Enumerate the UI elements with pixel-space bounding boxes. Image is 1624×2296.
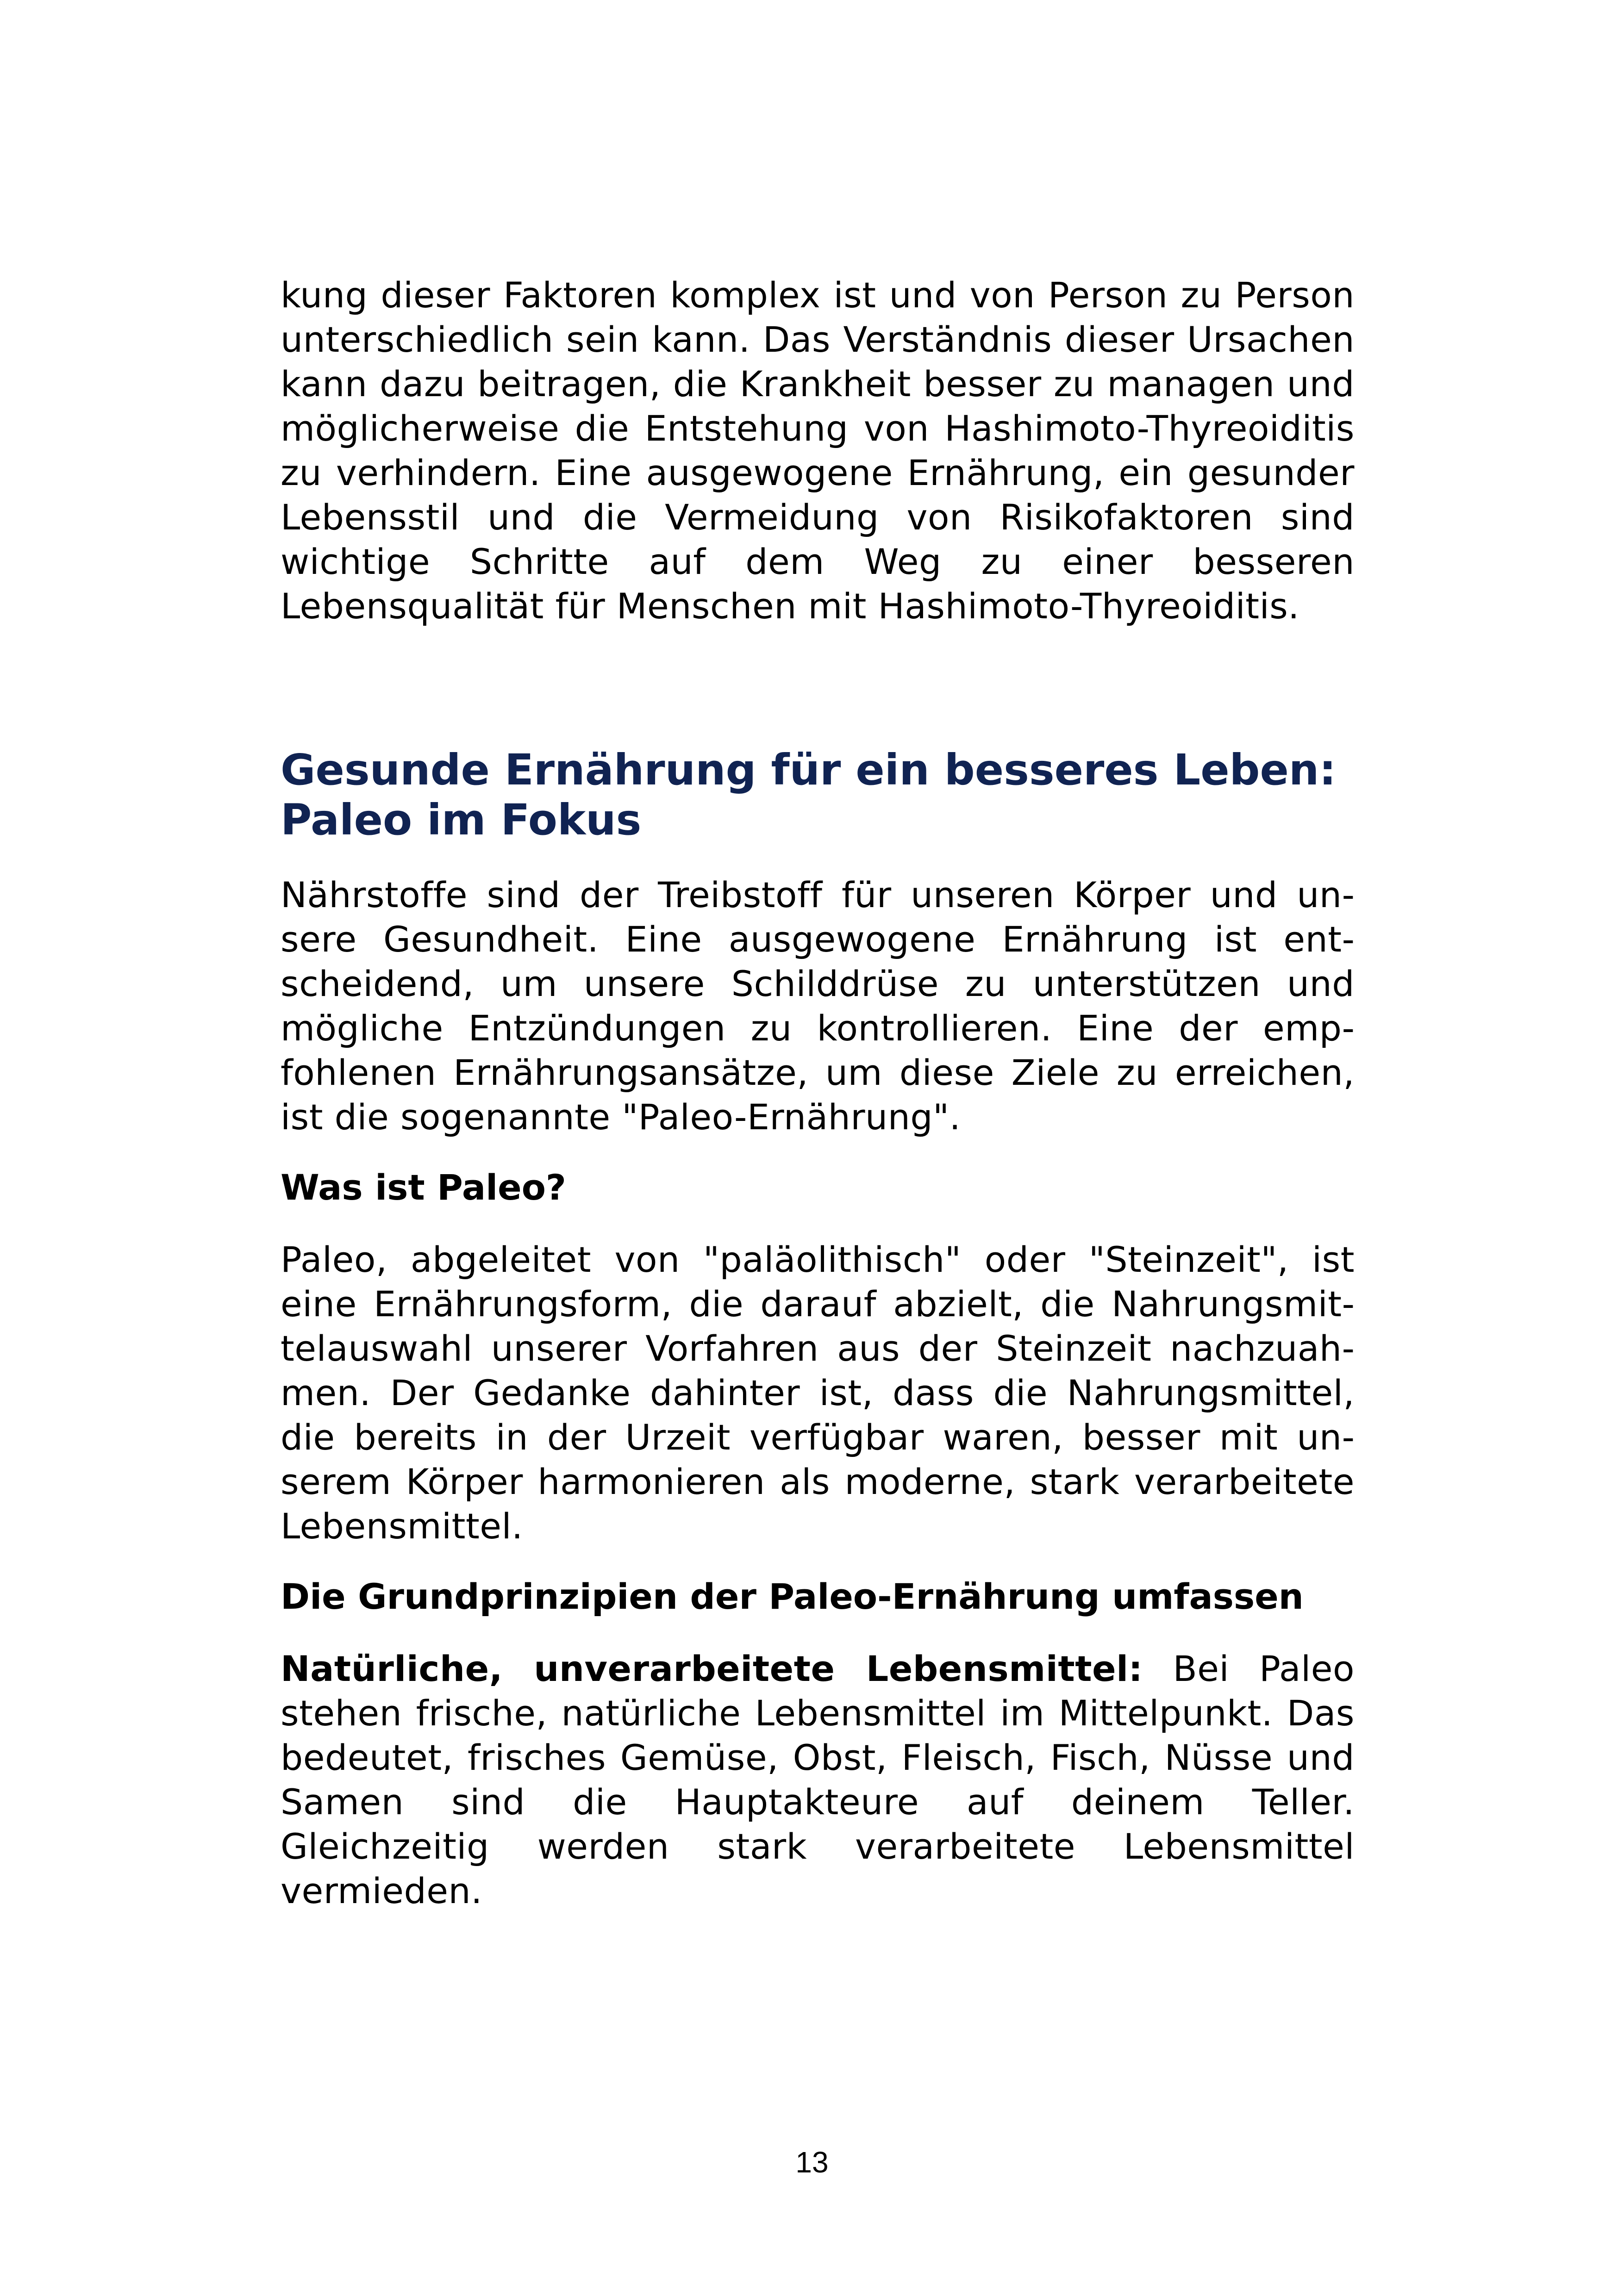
paragraph-continuation: kung dieser Faktoren komplex ist und von Person zu Person unterschiedlich sein kann. Das Verständnis dieser Ursachen kann dazu beitragen, die Krankheit besser zu managen und möglicherweise die Entstehung von Hashimoto-Thyreoiditis zu verhindern. Eine ausgewogene Ernährung, ein gesunder Lebensstil und die Vermeidung von Risikofaktoren sind wichtige Schritte auf dem Weg zu einer besseren Lebensqualität für Menschen mit Hashimoto-Thyreoiditis. bbox=[281, 274, 1355, 627]
subheading-what-is-paleo: Was ist Paleo? bbox=[281, 1167, 567, 1208]
section-heading: Gesunde Ernährung für ein besseres Leben: Paleo im Fokus bbox=[281, 745, 1337, 845]
paragraph-body: Bei Paleo stehen frische, natürliche Lebensmittel im Mittelpunkt. Das bedeutet, frisches Gemüse, Obst, Fleisch, Fisch, Nüsse und Samen sind die Hauptakteure auf deinem Teller. Gleichzeitig werden stark verarbeitete Lebensmittel vermieden. bbox=[281, 1648, 1355, 1911]
paragraph-lead-bold: Natürliche, unverarbeitete Lebensmittel: bbox=[281, 1648, 1143, 1689]
paragraph-paleo-definition: Paleo, abgeleitet von "paläolithisch" oder "Steinzeit", ist eine Ernährungsform, die darauf abzielt, die Nahrungsmittelauswahl unserer Vorfahren aus der Steinzeit nachzuahmen. Der Gedanke dahinter ist, dass die Nahrungsmittel, die bereits in der Urzeit verfügbar waren, besser mit unserem Körper harmonieren als moderne, stark verarbeitete Lebensmittel. bbox=[281, 1239, 1355, 1547]
subheading-principles: Die Grundprinzipien der Paleo-Ernährung umfassen bbox=[281, 1576, 1304, 1617]
paragraph-natural-foods bbox=[281, 1647, 1355, 1913]
page-content bbox=[281, 273, 1355, 1913]
page-number: 13 bbox=[795, 2146, 829, 2179]
paragraph-intro: Nährstoffe sind der Treibstoff für unseren Körper und unsere Gesundheit. Eine ausgewogene Ernährung ist entscheidend, um unsere Schilddrüse zu unterstützen und mögliche Entzündungen zu kontrollieren. Eine der empfohlenen Ernährungsansätze, um diese Ziele zu erreichen, ist die sogenannte "Paleo-Ernährung". bbox=[281, 874, 1355, 1138]
